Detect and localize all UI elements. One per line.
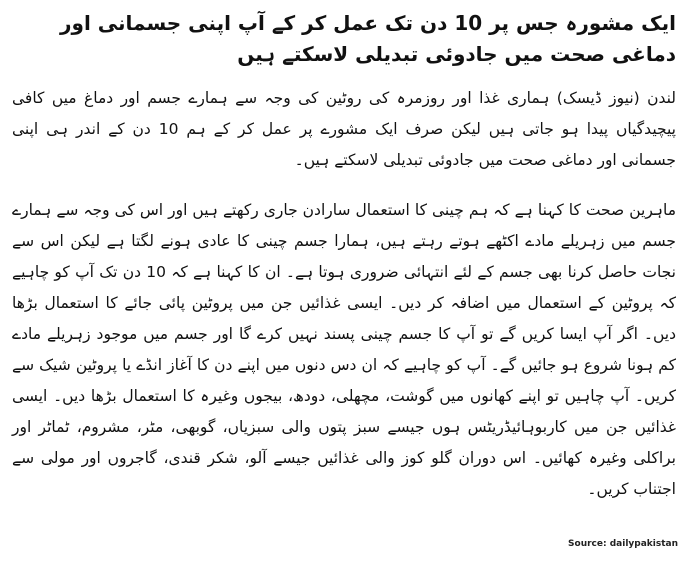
article-paragraph-intro: لندن (نیوز ڈیسک) ہماری غذا اور روزمرہ کی روٹین کی وجہ سے ہمارے جسم اور دماغ میں کافی پیچیدگیاں پیدا ہو جاتی ہیں لیکن صرف ایک مشورے پر عمل کر کے ہم 10 دن کے اندر ہی اپنی جسمانی اور دماغی صحت میں جادوئی تبدیلی لاسکتے ہیں۔ xyxy=(12,89,676,169)
news-article xyxy=(12,8,676,558)
source-credit: Source: dailypakistan xyxy=(568,539,678,549)
article-headline: ایک مشورہ جس پر 10 دن تک عمل کر کے آپ اپنی جسمانی اور دماغی صحت میں جادوئی تبدیلی لاسکتے ہیں xyxy=(60,11,676,66)
article-paragraph-body: ماہرین صحت کا کہنا ہے کہ ہم چینی کا استعمال سارادن جاری رکھتے ہیں اور اس کی وجہ سے ہمارے جسم میں زہریلے مادے اکٹھے ہوتے رہتے ہیں، ہمارا جسم چینی کا عادی ہونے لگتا ہے لیکن اس سے نجات حاصل کرنا بھی جسم کے لئے انتہائی ضروری ہوتا ہے۔ ان کا کہنا ہے کہ 10 دن تک آپ کو چاہیے کہ پروٹین کے استعمال میں اضافہ کر دیں۔ ایسی غذائیں جن میں پروٹین پائی جائے کا استعمال بڑھا دیں۔ اگر آپ ایسا کریں گے تو آپ کا جسم چینی پسند نہیں کرے گا اور جسم میں موجود زہریلے مادے کم ہونا شروع ہو جائیں گے۔ آپ کو چاہیے کہ ان دس دنوں میں اپنے دن کا آغاز انڈے یا پروٹین شیک سے کریں۔ آپ چاہیں تو اپنے کھانوں میں گوشت، مچھلی، دودھ، بیجوں وغیرہ کا استعمال بڑھا دیں۔ ایسی غذائیں جن میں کاربوہائیڈریٹس ہوں جیسے سبز پتوں والی سبزیاں، گوبھی، مٹر، مشروم، ٹماٹر اور براکلی وغیرہ کھائیں۔ اس دوران گلو کوز والی غذائیں جیسے آلو، شکر قندی، گاجروں اور مولی سے اجتناب کریں۔ xyxy=(12,201,676,498)
